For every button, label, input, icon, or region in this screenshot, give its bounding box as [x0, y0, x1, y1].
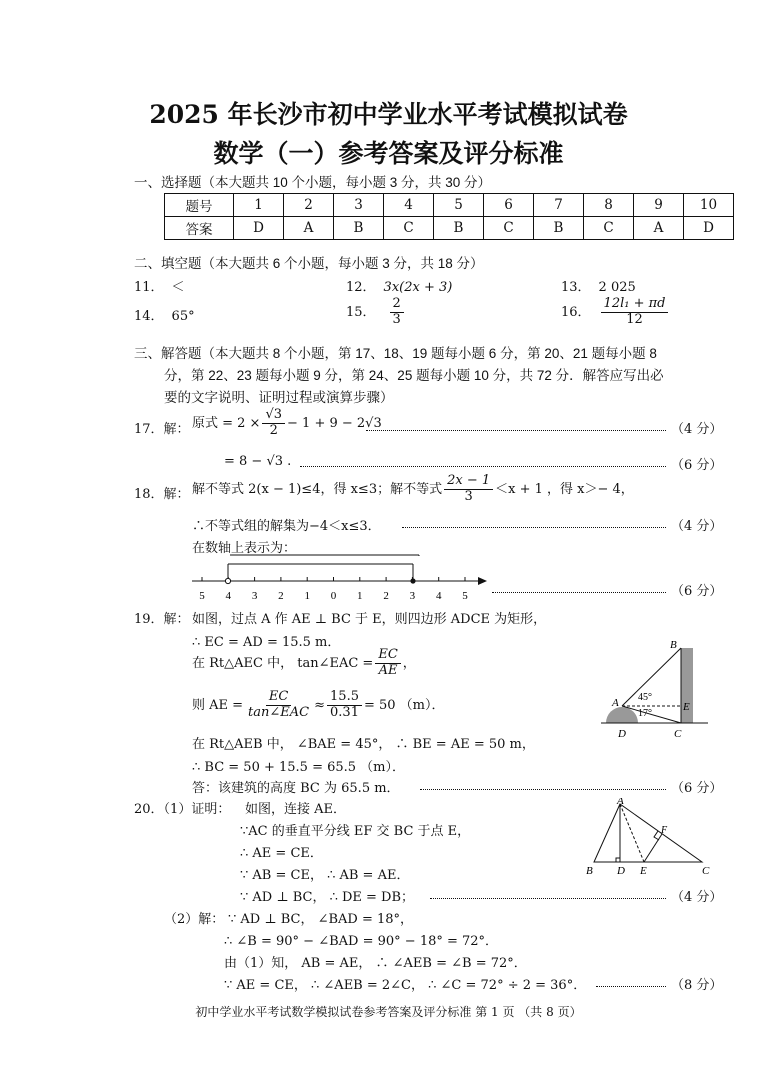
tick-label: 0 [330, 590, 337, 602]
q20-line1: 如图，连接 AE． [245, 802, 347, 817]
answer-cell: D [684, 217, 734, 240]
q17-line1: 原式 = 2 × $\frac{√3}{2}$ − 1 + 9 − 2√3 [192, 407, 382, 438]
closed-point-3 [410, 578, 415, 583]
q20-label: 20．（1）证明： [134, 802, 231, 817]
q20-part2-line1: ∵ AD ⊥ BC， ∠BAD = 18°， [228, 912, 414, 927]
q18-label: 18．解： [134, 487, 190, 502]
q12: 12． 3x(2x + 3) [346, 280, 453, 295]
q19-line4: 则 AE = $\frac{EC}{\text{tan∠EAC}}$ ≈ $\frac{15.5}{0.31}$ = 50 （m）． [192, 689, 445, 720]
q19-line1: 如图，过点 A 作 AE ⊥ BC 于 E，则四边形 ADCE 为矩形， [192, 612, 547, 627]
question-number-cell: 5 [434, 194, 484, 217]
part2-heading: 二、填空题（本大题共 6 个小题，每小题 3 分，共 18 分） [134, 256, 484, 271]
question-number-cell: 9 [634, 194, 684, 217]
q15: 15． $\frac{2}{3}$ [346, 297, 406, 328]
question-number-cell: 4 [384, 194, 434, 217]
tick-label: 3 [409, 590, 416, 602]
q19-score: （6 分） [671, 781, 723, 796]
label-A: A [612, 697, 619, 709]
label-C: C [674, 728, 682, 740]
answer-table [164, 193, 734, 240]
label-A: A [617, 798, 624, 807]
part3-heading-line3: 要的文字说明、证明过程或演算步骤） [164, 390, 394, 405]
tick-label: 2 [383, 590, 389, 602]
q19-line6: ∴ BC = 50 + 15.5 = 65.5 （m）． [192, 760, 406, 775]
answer-cell: 答案 [165, 217, 234, 240]
answer-cell: B [334, 217, 384, 240]
label-E: E [683, 701, 690, 713]
q13: 13． 2 025 [561, 280, 636, 295]
answer-cell: A [284, 217, 334, 240]
q18-line1: 解不等式 2(x − 1)≤4，得 x≤3；解不等式 $\frac{2x - 1}{3}$ ＜x + 1 ，得 x＞− 4， [192, 473, 634, 504]
answer-table-header-row [165, 194, 734, 217]
triangle-ABC [594, 804, 702, 862]
open-point-minus4 [225, 578, 230, 583]
tick-label: 5 [199, 590, 205, 602]
tick-label: 1 [304, 590, 310, 602]
q20-score1: （4 分） [671, 890, 723, 905]
right-angle-D [616, 858, 620, 862]
q18-score2: （6 分） [671, 584, 723, 599]
answer-table-answer-row [165, 217, 734, 240]
tick-label: 1 [357, 590, 363, 602]
q20-line4: ∵ AB = CE， ∴ AB = AE． [240, 868, 410, 883]
q19-line3: 在 Rt△AEC 中， tan∠EAC = $\frac{EC}{AE}$ ， [192, 647, 416, 678]
tick-label: 2 [278, 590, 284, 602]
q16: 16． $\frac{\text{12l₁ + πd}}{12}$ [561, 297, 670, 328]
q14: 14． 65° [134, 309, 195, 324]
q20-score2: （8 分） [671, 978, 723, 993]
question-number-cell: 题号 [165, 194, 234, 217]
label-B: B [586, 865, 593, 877]
q17-line2: = 8 − √3 . [224, 454, 292, 469]
q20-part2-line3: 由（1）知， AB = AE， ∴ ∠AEB = ∠B = 72°． [224, 956, 527, 971]
question-number-cell: 6 [484, 194, 534, 217]
right-angle-F [654, 831, 659, 840]
number-line [190, 550, 490, 605]
angle-label-17: 17° [638, 708, 652, 719]
q20-line2: ∵AC 的垂直平分线 EF 交 BC 于点 E， [240, 824, 471, 839]
page-footer: 初中学业水平考试数学模拟试卷参考答案及评分标准 第 1 页 （共 8 页） [195, 1005, 582, 1019]
label-E: E [640, 865, 647, 877]
q19-line5: 在 Rt△AEB 中， ∠BAE = 45°， ∴ BE = AE = 50 m， [192, 737, 535, 752]
q18-score1: （4 分） [671, 519, 723, 534]
building-figure [596, 636, 716, 744]
q17-score1: （4 分） [671, 422, 723, 437]
q11: 11． ＜ [134, 280, 185, 295]
q18-line3: 在数轴上表示为： [192, 541, 297, 556]
tick-label: 4 [435, 590, 442, 602]
triangle-figure [586, 798, 712, 878]
axis-arrow [478, 577, 487, 585]
label-C: C [702, 865, 710, 877]
part3-heading-line1: 三、解答题（本大题共 8 个小题，第 17、18、19 题每小题 6 分，第 20、21 题每小题 8 [134, 346, 657, 361]
q19-label: 19．解： [134, 612, 190, 627]
q19-line2: ∴ EC = AD = 15.5 m． [192, 635, 341, 650]
q17-score2: （6 分） [671, 458, 723, 473]
exam-title: 2025 年长沙市初中学业水平考试模拟试卷 [149, 100, 628, 129]
answer-key-title: 数学（一）参考答案及评分标准 [213, 139, 564, 168]
answer-cell: C [484, 217, 534, 240]
question-number-cell: 7 [534, 194, 584, 217]
question-number-cell: 2 [284, 194, 334, 217]
q20-line3: ∴ AE = CE． [240, 846, 323, 861]
label-D: D [618, 728, 626, 740]
answer-cell: B [434, 217, 484, 240]
question-number-cell: 1 [234, 194, 284, 217]
q20-line5: ∵ AD ⊥ BC， ∴ DE = DB； [240, 890, 415, 905]
q20-part2-label: （2）解： [164, 912, 225, 927]
angle-label-45: 45° [638, 692, 652, 703]
q20-part2-line2: ∴ ∠B = 90° − ∠BAD = 90° − 18° = 72°． [224, 934, 499, 949]
part1-heading: 一、选择题（本大题共 10 个小题，每小题 3 分，共 30 分） [134, 175, 492, 190]
tick-label: 4 [225, 590, 232, 602]
label-B: B [670, 639, 677, 651]
answer-cell: B [534, 217, 584, 240]
label-D: D [617, 865, 625, 877]
answer-cell: A [634, 217, 684, 240]
q20-part2-line4: ∵ AE = CE， ∴ ∠AEB = 2∠C， ∴ ∠C = 72° ÷ 2 = 36°． [224, 978, 587, 993]
q17-label: 17．解： [134, 422, 190, 437]
q19-line7: 答：该建筑的高度 BC 为 65.5 m． [192, 781, 400, 796]
answer-cell: C [384, 217, 434, 240]
tick-label: 3 [251, 590, 258, 602]
part3-heading-line2: 分，第 22、23 题每小题 9 分，第 24、25 题每小题 10 分，共 72 分．解答应写出必 [164, 368, 664, 383]
question-number-cell: 3 [334, 194, 384, 217]
tick-label: 5 [462, 590, 468, 602]
label-F: F [661, 825, 668, 836]
line-EF [644, 834, 662, 862]
question-number-cell: 10 [684, 194, 734, 217]
q18-line2: ∴不等式组的解集为−4＜x≤3． [192, 519, 381, 534]
answer-cell: D [234, 217, 284, 240]
answer-cell: C [584, 217, 634, 240]
question-number-cell: 8 [584, 194, 634, 217]
